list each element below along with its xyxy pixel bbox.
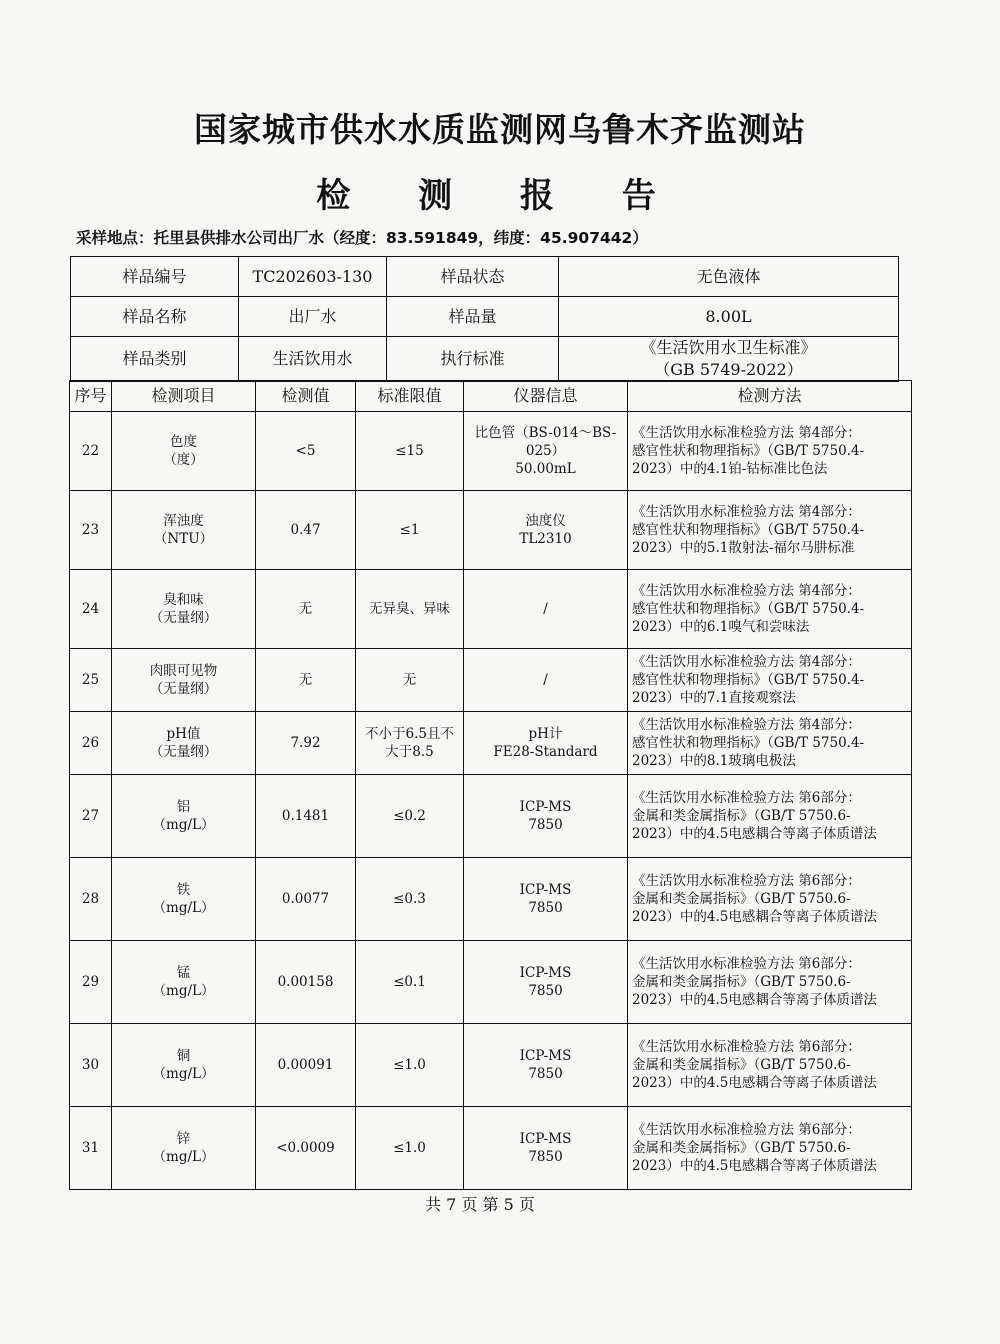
- sample-no-label: 样品编号: [71, 257, 239, 297]
- instrument-info: [464, 1107, 628, 1190]
- standard-limit: ≤1.0: [356, 1107, 464, 1190]
- method-line: 感官性状和物理指标》（GB/T 5750.4-: [632, 521, 865, 538]
- instrument-info: [464, 570, 628, 649]
- test-method: [628, 1024, 912, 1107]
- sample-qty-label: 样品量: [387, 297, 559, 337]
- method-line: 感官性状和物理指标》（GB/T 5750.4-: [632, 734, 865, 751]
- method-line: 《生活饮用水标准检验方法 第4部分：: [632, 582, 861, 599]
- row-number: 26: [70, 712, 112, 775]
- test-method: [628, 649, 912, 712]
- test-item-name: 锌: [176, 1130, 191, 1147]
- col-header-value: 检测值: [256, 381, 356, 412]
- instrument-line: FE28-Standard: [493, 744, 598, 760]
- info-row-2: [71, 297, 899, 337]
- standard-limit: ≤1: [356, 491, 464, 570]
- test-item-name: pH值: [166, 725, 201, 742]
- test-item-unit: （无量纲）: [149, 681, 218, 697]
- standard-value: [559, 337, 899, 382]
- method-line: 2023）中的4.5电感耦合等离子体质谱法: [632, 826, 877, 843]
- method-line: 《生活饮用水标准检验方法 第6部分：: [632, 872, 861, 889]
- test-method: [628, 491, 912, 570]
- results-table: [69, 380, 912, 1190]
- method-line: 2023）中的4.5电感耦合等离子体质谱法: [632, 909, 877, 926]
- table-row: [70, 1107, 912, 1190]
- table-row: [70, 858, 912, 941]
- method-line: 金属和类金属指标》（GB/T 5750.6-: [632, 1139, 851, 1156]
- instrument-info: [464, 712, 628, 775]
- page-footer: 共 7 页 第 5 页: [425, 1195, 535, 1214]
- table-row: [70, 570, 912, 649]
- instrument-line: ICP-MS: [519, 798, 572, 815]
- test-method: [628, 775, 912, 858]
- row-number: 25: [70, 649, 112, 712]
- sample-state-label: 样品状态: [387, 257, 559, 297]
- test-item-unit: （mg/L）: [152, 1066, 215, 1082]
- info-row-1: [71, 257, 899, 297]
- test-item-unit: （mg/L）: [152, 817, 215, 833]
- instrument-info: [464, 1024, 628, 1107]
- table-row: [70, 775, 912, 858]
- test-item-name: 色度: [170, 433, 197, 450]
- method-line: 2023）中的4.5电感耦合等离子体质谱法: [632, 1158, 877, 1175]
- test-item: [112, 412, 256, 491]
- table-row: [70, 412, 912, 491]
- test-item: [112, 712, 256, 775]
- method-line: 感官性状和物理指标》（GB/T 5750.4-: [632, 671, 865, 688]
- method-line: 《生活饮用水标准检验方法 第4部分：: [632, 424, 861, 441]
- method-line: 2023）中的4.1铂-钴标准比色法: [632, 461, 828, 478]
- col-header-limit: 标准限值: [356, 381, 464, 412]
- instrument-line: TL2310: [519, 531, 572, 547]
- row-number: 23: [70, 491, 112, 570]
- test-method: [628, 570, 912, 649]
- instrument-line: pH计: [528, 725, 563, 742]
- test-item: [112, 1024, 256, 1107]
- method-line: 2023）中的4.5电感耦合等离子体质谱法: [632, 992, 877, 1009]
- test-item-name: 铜: [176, 1047, 191, 1064]
- sample-state-value: 无色液体: [559, 257, 899, 297]
- standard-limit: 不小于6.5且不大于8.5: [356, 712, 464, 775]
- sample-name-value: 出厂水: [239, 297, 387, 337]
- instrument-info: [464, 412, 628, 491]
- row-number: 27: [70, 775, 112, 858]
- method-line: 2023）中的5.1散射法-福尔马肼标准: [632, 540, 855, 557]
- org-title: 国家城市供水水质监测网乌鲁木齐监测站: [194, 110, 806, 149]
- method-line: 《生活饮用水标准检验方法 第6部分：: [632, 955, 861, 972]
- instrument-line: /: [543, 600, 548, 617]
- test-item-name: 铝: [176, 798, 191, 815]
- table-row: [70, 941, 912, 1024]
- method-line: 感官性状和物理指标》（GB/T 5750.4-: [632, 600, 865, 617]
- instrument-line: 浊度仪: [525, 512, 566, 529]
- instrument-line: 50.00mL: [515, 461, 576, 478]
- method-line: 感官性状和物理指标》（GB/T 5750.4-: [632, 442, 865, 459]
- method-line: 《生活饮用水标准检验方法 第4部分：: [632, 503, 861, 520]
- sampling-location: 采样地点：托里县供排水公司出厂水（经度：83.591849，纬度：45.907442）: [76, 229, 648, 247]
- instrument-info: [464, 649, 628, 712]
- test-value: 0.00158: [256, 941, 356, 1024]
- method-line: 2023）中的6.1嗅气和尝味法: [632, 619, 810, 636]
- instrument-line: 比色管（BS-014～BS-: [474, 424, 617, 441]
- standard-line-2: （GB 5749-2022）: [654, 360, 803, 379]
- test-item-unit: （mg/L）: [152, 1149, 215, 1165]
- method-line: 《生活饮用水标准检验方法 第4部分：: [632, 653, 861, 670]
- test-value: 0.1481: [256, 775, 356, 858]
- test-item: [112, 1107, 256, 1190]
- instrument-info: [464, 858, 628, 941]
- col-header-method: 检测方法: [628, 381, 912, 412]
- method-line: 金属和类金属指标》（GB/T 5750.6-: [632, 890, 851, 907]
- method-line: 金属和类金属指标》（GB/T 5750.6-: [632, 973, 851, 990]
- test-method: [628, 941, 912, 1024]
- table-row: [70, 491, 912, 570]
- col-header-no: 序号: [70, 381, 112, 412]
- test-item-unit: （mg/L）: [152, 900, 215, 916]
- test-method: [628, 858, 912, 941]
- instrument-line: ICP-MS: [519, 964, 572, 981]
- test-item-unit: （NTU）: [153, 531, 214, 547]
- method-line: 2023）中的4.5电感耦合等离子体质谱法: [632, 1075, 877, 1092]
- test-item-unit: （无量纲）: [149, 744, 218, 760]
- info-row-3: [71, 337, 899, 382]
- method-line: 《生活饮用水标准检验方法 第6部分：: [632, 1121, 861, 1138]
- standard-limit: ≤1.0: [356, 1024, 464, 1107]
- sample-no-value: TC202603-130: [239, 257, 387, 297]
- test-item-name: 臭和味: [163, 591, 204, 608]
- standard-line-1: 《生活饮用水卫生标准》: [640, 338, 817, 358]
- test-item: [112, 858, 256, 941]
- test-item-name: 锰: [176, 964, 191, 981]
- row-number: 28: [70, 858, 112, 941]
- test-value: <5: [256, 412, 356, 491]
- results-header-row: [70, 381, 912, 412]
- report-title: 检 测 报 告: [316, 176, 684, 216]
- method-line: 2023）中的8.1玻璃电极法: [632, 753, 796, 770]
- instrument-line: 025）: [525, 442, 566, 459]
- table-row: [70, 649, 912, 712]
- instrument-line: 7850: [528, 983, 563, 999]
- test-item-name: 浑浊度: [163, 512, 204, 529]
- row-number: 29: [70, 941, 112, 1024]
- test-item-unit: （无量纲）: [149, 610, 218, 626]
- row-number: 30: [70, 1024, 112, 1107]
- test-item-name: 铁: [176, 881, 191, 898]
- standard-limit: ≤0.2: [356, 775, 464, 858]
- test-item-name: 肉眼可见物: [149, 662, 218, 679]
- test-item: [112, 649, 256, 712]
- sample-name-label: 样品名称: [71, 297, 239, 337]
- instrument-info: [464, 491, 628, 570]
- table-row: [70, 712, 912, 775]
- standard-limit: 无异臭、异味: [356, 570, 464, 649]
- col-header-item: 检测项目: [112, 381, 256, 412]
- row-number: 22: [70, 412, 112, 491]
- instrument-line: 7850: [528, 1066, 563, 1082]
- test-method: [628, 412, 912, 491]
- instrument-line: 7850: [528, 1149, 563, 1165]
- method-line: 《生活饮用水标准检验方法 第4部分：: [632, 716, 861, 733]
- method-line: 2023）中的7.1直接观察法: [632, 690, 796, 707]
- test-value: 0.47: [256, 491, 356, 570]
- instrument-line: ICP-MS: [519, 1130, 572, 1147]
- instrument-info: [464, 775, 628, 858]
- test-method: [628, 1107, 912, 1190]
- test-value: 无: [256, 570, 356, 649]
- col-header-instrument: 仪器信息: [464, 381, 628, 412]
- test-item-unit: （mg/L）: [152, 983, 215, 999]
- standard-limit: ≤0.3: [356, 858, 464, 941]
- row-number: 31: [70, 1107, 112, 1190]
- table-row: [70, 1024, 912, 1107]
- standard-limit: 无: [356, 649, 464, 712]
- method-line: 金属和类金属指标》（GB/T 5750.6-: [632, 1056, 851, 1073]
- instrument-line: 7850: [528, 900, 563, 916]
- test-item: [112, 775, 256, 858]
- instrument-line: ICP-MS: [519, 881, 572, 898]
- instrument-line: 7850: [528, 817, 563, 833]
- instrument-line: ICP-MS: [519, 1047, 572, 1064]
- standard-limit: ≤0.1: [356, 941, 464, 1024]
- test-value: <0.0009: [256, 1107, 356, 1190]
- method-line: 《生活饮用水标准检验方法 第6部分：: [632, 789, 861, 806]
- test-item: [112, 570, 256, 649]
- test-method: [628, 712, 912, 775]
- sample-type-value: 生活饮用水: [239, 337, 387, 382]
- row-number: 24: [70, 570, 112, 649]
- test-item: [112, 941, 256, 1024]
- test-value: 0.00091: [256, 1024, 356, 1107]
- instrument-line: /: [543, 671, 548, 688]
- method-line: 《生活饮用水标准检验方法 第6部分：: [632, 1038, 861, 1055]
- method-line: 金属和类金属指标》（GB/T 5750.6-: [632, 807, 851, 824]
- test-value: 0.0077: [256, 858, 356, 941]
- sample-info-table: [70, 256, 899, 382]
- sample-qty-value: 8.00L: [559, 297, 899, 337]
- standard-limit: ≤15: [356, 412, 464, 491]
- test-item-unit: （度）: [163, 452, 204, 468]
- test-value: 7.92: [256, 712, 356, 775]
- test-value: 无: [256, 649, 356, 712]
- sample-type-label: 样品类别: [71, 337, 239, 382]
- instrument-info: [464, 941, 628, 1024]
- test-item: [112, 491, 256, 570]
- standard-label: 执行标准: [387, 337, 559, 382]
